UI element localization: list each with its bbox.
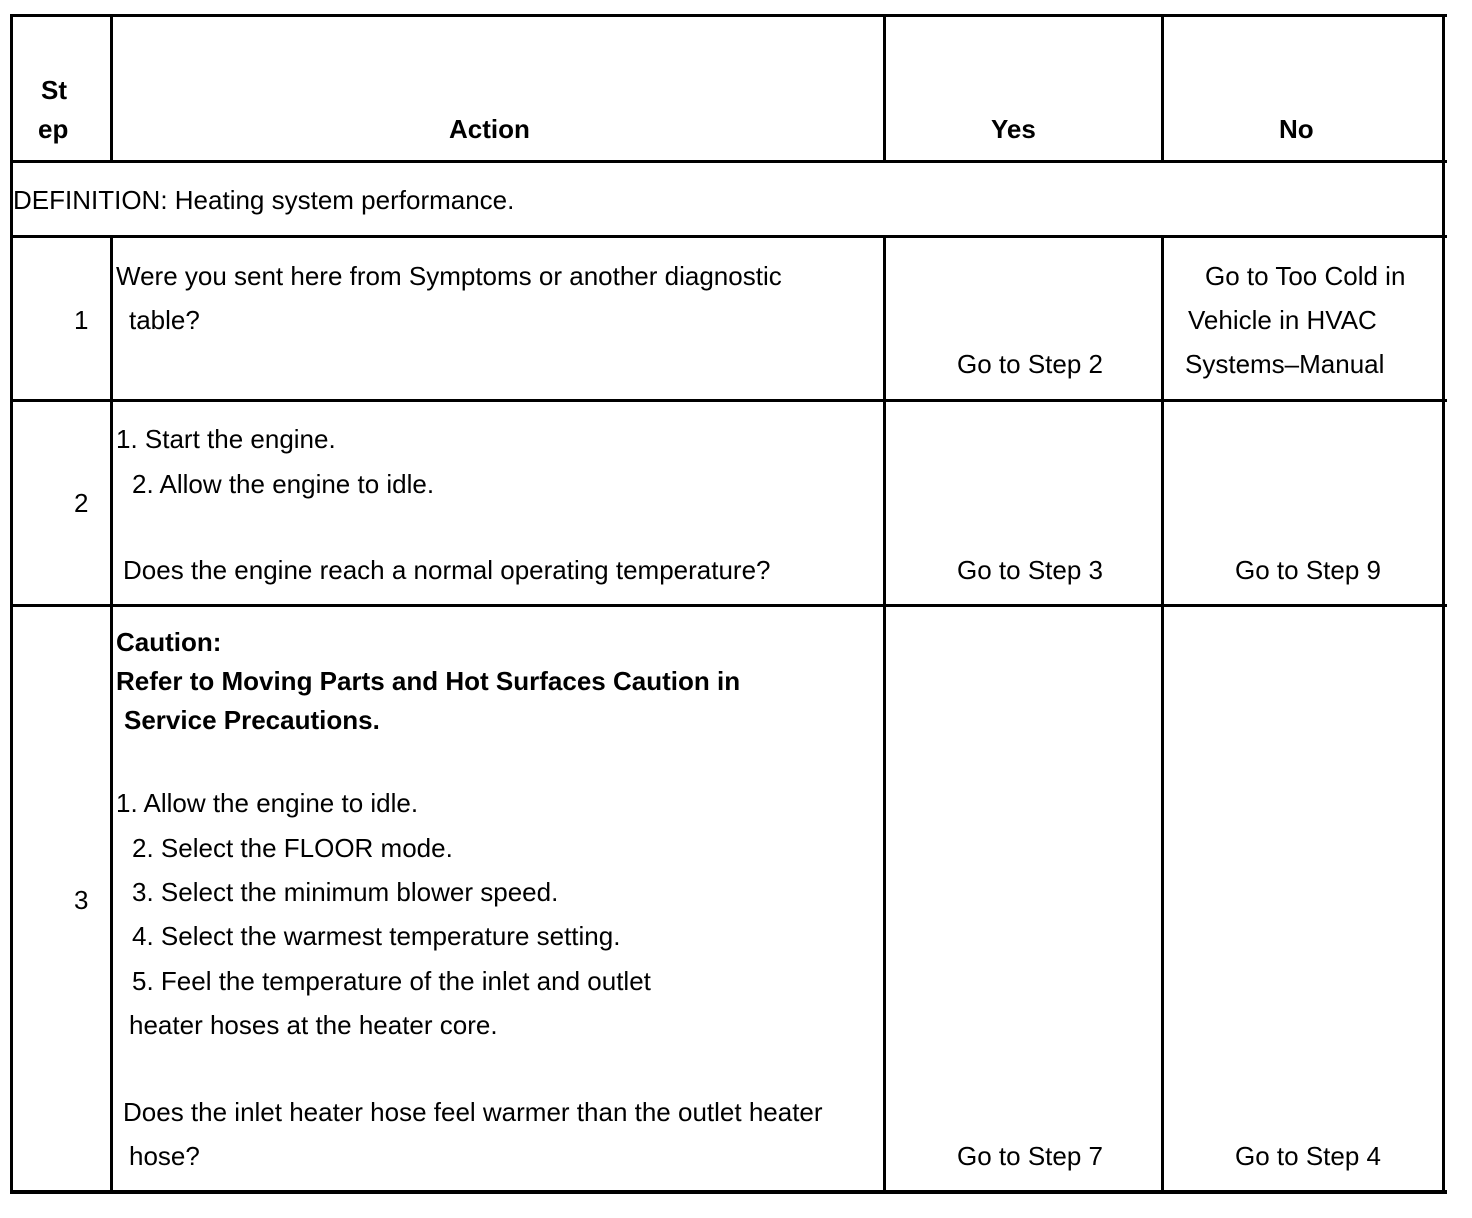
row2-yes: Go to Step 3 xyxy=(957,555,1103,585)
row3-question-line2: hose? xyxy=(129,1141,200,1171)
header-separator xyxy=(10,160,1447,163)
row3-no: Go to Step 4 xyxy=(1235,1141,1381,1171)
row2-question: Does the engine reach a normal operating temperature? xyxy=(123,555,771,585)
row1-separator xyxy=(10,399,1447,402)
row1-step: 1 xyxy=(74,305,89,335)
row3-yes: Go to Step 7 xyxy=(957,1141,1103,1171)
row3-caution-title: Caution: xyxy=(116,627,222,657)
row1-no-line2: Vehicle in HVAC xyxy=(1188,305,1377,335)
row2-action-line1: 1. Start the engine. xyxy=(116,424,336,454)
row1-no-line3: Systems–Manual xyxy=(1185,349,1385,379)
row3-step: 3 xyxy=(74,885,89,915)
row3-action-line1: 1. Allow the engine to idle. xyxy=(116,788,419,818)
col-sep-yes-body xyxy=(1161,236,1164,1192)
row1-no-line1: Go to Too Cold in xyxy=(1205,261,1406,291)
header-no: No xyxy=(1279,114,1314,144)
definition-text: DEFINITION: Heating system performance. xyxy=(13,185,515,215)
table-border-top xyxy=(10,14,1447,17)
row3-action-line4: 4. Select the warmest temperature setting. xyxy=(132,921,621,951)
row1-yes: Go to Step 2 xyxy=(957,349,1103,379)
row3-action-line6: heater hoses at the heater core. xyxy=(129,1010,498,1040)
row3-action-line2: 2. Select the FLOOR mode. xyxy=(132,833,453,863)
header-yes: Yes xyxy=(991,114,1036,144)
col-sep-yes-header xyxy=(1161,14,1164,162)
table-border-bottom xyxy=(10,1190,1447,1194)
col-sep-action-body xyxy=(883,236,886,1192)
col-sep-action-header xyxy=(883,14,886,162)
col-sep-step-body xyxy=(110,236,113,1192)
row1-action-line2: table? xyxy=(129,305,200,335)
row3-action-line3: 3. Select the minimum blower speed. xyxy=(132,877,559,907)
row2-action-line2: 2. Allow the engine to idle. xyxy=(132,469,435,499)
row2-step: 2 xyxy=(74,488,89,518)
row1-action-line1: Were you sent here from Symptoms or another diagnostic xyxy=(116,261,782,291)
row3-question-line1: Does the inlet heater hose feel warmer than the outlet heater xyxy=(123,1097,823,1127)
row3-caution-line1: Refer to Moving Parts and Hot Surfaces Caution in xyxy=(116,666,741,696)
header-step-line2: ep xyxy=(38,114,69,144)
row2-separator xyxy=(10,604,1447,607)
row3-action-line5: 5. Feel the temperature of the inlet and outlet xyxy=(132,966,651,996)
header-step-line1: St xyxy=(41,75,67,105)
row3-caution-line2: Service Precautions. xyxy=(124,705,380,735)
row2-no: Go to Step 9 xyxy=(1235,555,1381,585)
definition-separator xyxy=(10,235,1447,238)
header-action: Action xyxy=(449,114,530,144)
col-sep-step-header xyxy=(110,14,113,162)
